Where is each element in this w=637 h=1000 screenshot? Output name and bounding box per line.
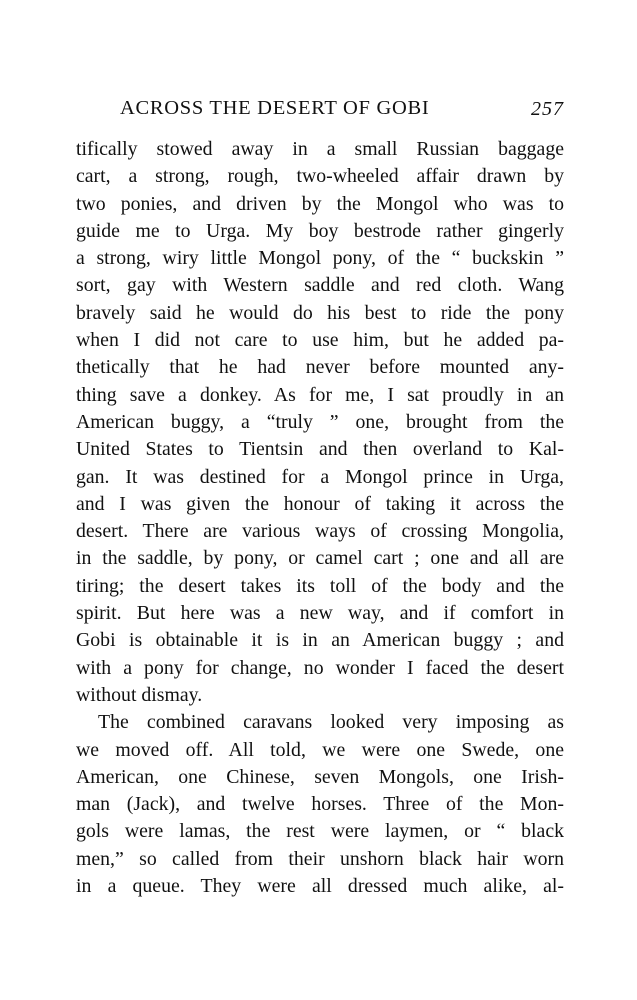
text-line: men,” so called from their unshorn black hair worn: [76, 847, 564, 870]
body-text: [76, 136, 564, 900]
page-header: [76, 97, 564, 125]
running-title: ACROSS THE DESERT OF GOBI: [120, 97, 430, 119]
text-line: sort, gay with Western saddle and red cloth. Wang: [76, 274, 564, 297]
text-line: in a queue. They were all dressed much alike, al-: [76, 875, 564, 898]
text-line: spirit. But here was a new way, and if comfort in: [76, 602, 564, 625]
text-line: thetically that he had never before mounted any-: [76, 356, 564, 379]
text-line: United States to Tientsin and then overland to Kal-: [76, 438, 564, 461]
text-line: when I did not care to use him, but he added pa-: [76, 329, 564, 352]
text-line: Gobi is obtainable it is in an American buggy ; and: [76, 629, 564, 652]
paragraph-last-line: without dismay.: [76, 683, 203, 706]
text-line: guide me to Urga. My boy bestrode rather gingerly: [76, 219, 564, 242]
text-line: we moved off. All told, we were one Swede, one: [76, 738, 564, 761]
text-line: tiring; the desert takes its toll of the body and the: [76, 574, 564, 597]
text-line: two ponies, and driven by the Mongol who was to: [76, 192, 564, 215]
text-line: and I was given the honour of taking it across the: [76, 492, 564, 515]
text-line: bravely said he would do his best to ride the pony: [76, 301, 564, 324]
text-line: in the saddle, by pony, or camel cart ; one and all are: [76, 547, 564, 570]
text-line: American, one Chinese, seven Mongols, one Irish-: [76, 765, 564, 788]
text-line: a strong, wiry little Mongol pony, of the “ buckskin ”: [76, 247, 564, 270]
page-number: 257: [531, 98, 564, 120]
paragraph-first-line: The combined caravans looked very imposing as: [98, 711, 564, 734]
text-line: man (Jack), and twelve horses. Three of the Mon-: [76, 793, 564, 816]
text-line: gan. It was destined for a Mongol prince in Urga,: [76, 465, 564, 488]
text-line: desert. There are various ways of crossing Mongolia,: [76, 520, 564, 543]
text-line: gols were lamas, the rest were laymen, or “ black: [76, 820, 564, 843]
text-line: tifically stowed away in a small Russian baggage: [76, 138, 564, 160]
text-line: with a pony for change, no wonder I faced the desert: [76, 656, 564, 679]
text-line: cart, a strong, rough, two-wheeled affair drawn by: [76, 165, 564, 188]
text-line: American buggy, a “truly ” one, brought from the: [76, 410, 564, 433]
text-line: thing save a donkey. As for me, I sat proudly in an: [76, 383, 564, 406]
